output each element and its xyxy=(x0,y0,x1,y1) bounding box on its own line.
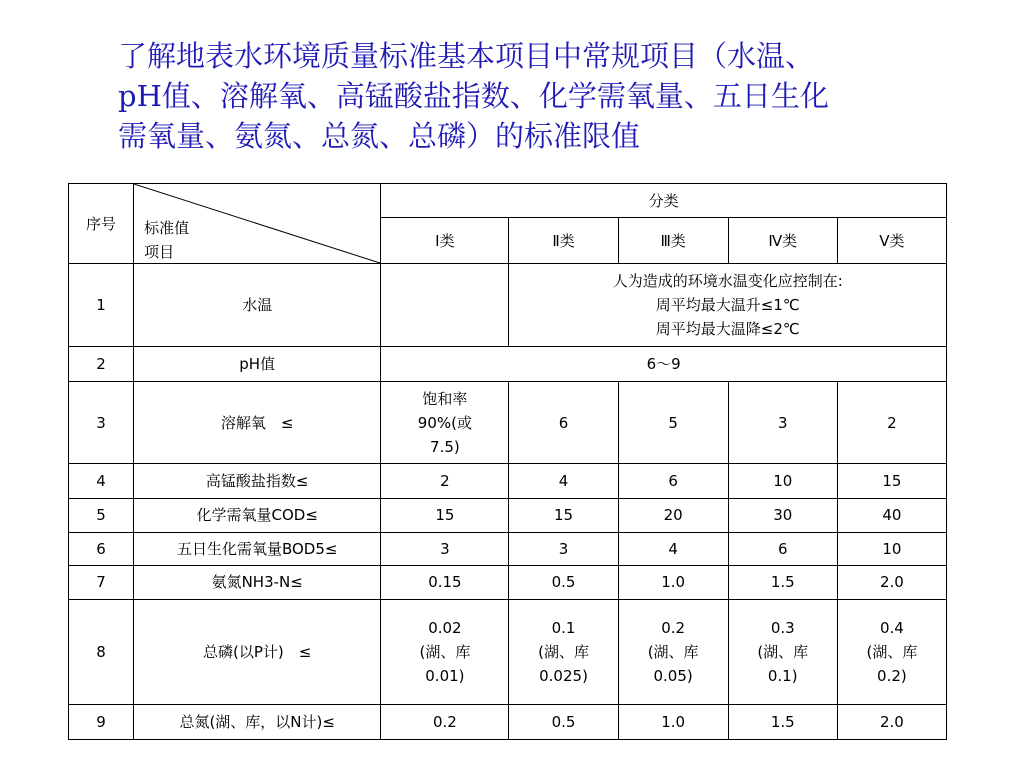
cell-line: 0.2) xyxy=(877,666,907,685)
header-class-3: Ⅲ类 xyxy=(618,218,728,264)
row-cell-class-1: 0.15 xyxy=(381,565,509,599)
row-item: 五日生化需氧量BOD5≤ xyxy=(134,532,381,565)
standards-table xyxy=(68,183,947,740)
row-seq: 4 xyxy=(69,464,134,498)
row-cell-class-4: 10 xyxy=(728,464,837,498)
header-seq: 序号 xyxy=(69,184,134,264)
row-cell-class-4: 3 xyxy=(728,382,837,464)
row-cell-class-1: 15 xyxy=(381,498,509,532)
header-class-2: Ⅱ类 xyxy=(509,218,618,264)
row-cell-class-1: 0.2 xyxy=(381,704,509,739)
table-row-8 xyxy=(69,599,947,704)
table-row-5 xyxy=(69,498,947,532)
table-row-2 xyxy=(69,347,947,382)
table-row-7 xyxy=(69,565,947,599)
row-item: 水温 xyxy=(134,264,381,347)
row-cell-class-1 xyxy=(381,599,509,704)
row-cell-class-3 xyxy=(618,599,728,704)
header-class-5: Ⅴ类 xyxy=(837,218,946,264)
cell-line: (湖、库 xyxy=(866,642,918,661)
row-cell-class-4: 1.5 xyxy=(728,565,837,599)
row-cell-class-3: 1.0 xyxy=(618,704,728,739)
cell-line: 饱和率 xyxy=(422,389,468,408)
ph-range: 6～9 xyxy=(381,347,947,382)
cell-line: (湖、库 xyxy=(538,642,589,661)
row-item: 高锰酸盐指数≤ xyxy=(134,464,381,498)
cell-line: (湖、库 xyxy=(419,642,471,661)
row-item: pH值 xyxy=(134,347,381,382)
header-diagonal-cell xyxy=(134,184,381,264)
row-cell-class-3: 5 xyxy=(618,382,728,464)
header-row-category xyxy=(69,184,947,218)
row-cell-class-2: 15 xyxy=(509,498,618,532)
row-item: 氨氮NH3-N≤ xyxy=(134,565,381,599)
slide-title xyxy=(118,36,958,156)
cell-line: (湖、库 xyxy=(757,642,809,661)
row-cell-class-4: 30 xyxy=(728,498,837,532)
cell-line: 7.5) xyxy=(430,437,460,456)
row-cell-class-5: 2.0 xyxy=(837,565,946,599)
row-cell-empty xyxy=(381,264,509,347)
cell-line: 0.2 xyxy=(661,618,686,637)
note-line-1: 人为造成的环境水温变化应控制在: xyxy=(612,272,843,291)
row-cell-class-1: 2 xyxy=(381,464,509,498)
table-row-9 xyxy=(69,704,947,739)
row-item: 总磷(以P计) ≤ xyxy=(134,599,381,704)
row-cell-class-3: 20 xyxy=(618,498,728,532)
table-row-4 xyxy=(69,464,947,498)
row-cell-class-2: 0.5 xyxy=(509,704,618,739)
row-item: 总氮(湖、库，以N计)≤ xyxy=(134,704,381,739)
row-cell-class-2 xyxy=(509,599,618,704)
table-row-3 xyxy=(69,382,947,464)
row-cell-class-4: 1.5 xyxy=(728,704,837,739)
header-standard-value: 标准值 xyxy=(144,219,190,237)
row-seq: 6 xyxy=(69,532,134,565)
row-seq: 9 xyxy=(69,704,134,739)
row-cell-class-5: 40 xyxy=(837,498,946,532)
cell-line: (湖、库 xyxy=(647,642,699,661)
cell-line: 0.05) xyxy=(653,666,693,685)
row-item: 溶解氧 ≤ xyxy=(134,382,381,464)
row-cell-class-1 xyxy=(381,382,509,464)
row-cell-class-5: 15 xyxy=(837,464,946,498)
row-cell-class-1: 3 xyxy=(381,532,509,565)
row-cell-class-2: 6 xyxy=(509,382,618,464)
cell-line: 0.025) xyxy=(539,666,588,685)
row-cell-class-5: 10 xyxy=(837,532,946,565)
row-seq: 2 xyxy=(69,347,134,382)
cell-line: 0.3 xyxy=(770,618,795,637)
row-cell-class-4 xyxy=(728,599,837,704)
row-seq: 8 xyxy=(69,599,134,704)
row-item: 化学需氧量COD≤ xyxy=(134,498,381,532)
cell-line: 0.02 xyxy=(428,618,462,637)
row-cell-class-3: 1.0 xyxy=(618,565,728,599)
header-class-1: Ⅰ类 xyxy=(381,218,509,264)
row-cell-class-5 xyxy=(837,599,946,704)
row-cell-class-2: 0.5 xyxy=(509,565,618,599)
row-cell-class-5: 2.0 xyxy=(837,704,946,739)
row-cell-class-3: 6 xyxy=(618,464,728,498)
row-seq: 5 xyxy=(69,498,134,532)
note-line-2: 周平均最大温升≤1℃ xyxy=(655,296,800,315)
row-cell-class-2: 3 xyxy=(509,532,618,565)
note-line-3: 周平均最大温降≤2℃ xyxy=(655,320,800,339)
row-cell-class-4: 6 xyxy=(728,532,837,565)
row-seq: 7 xyxy=(69,565,134,599)
row-cell-class-3: 4 xyxy=(618,532,728,565)
title-line-2: pH值、溶解氧、高锰酸盐指数、化学需氧量、五日生化 xyxy=(118,79,829,113)
cell-line: 90%(或 xyxy=(417,413,472,432)
title-line-3: 需氧量、氨氮、总氮、总磷）的标准限值 xyxy=(118,119,641,153)
cell-line: 0.1) xyxy=(767,666,798,685)
row-cell-class-2: 4 xyxy=(509,464,618,498)
header-class-4: Ⅳ类 xyxy=(728,218,837,264)
table-row-6 xyxy=(69,532,947,565)
title-line-1: 了解地表水环境质量标准基本项目中常规项目（水温、 xyxy=(118,39,815,73)
row-cell-class-5: 2 xyxy=(837,382,946,464)
header-category: 分类 xyxy=(381,184,947,218)
table-row-1 xyxy=(69,264,947,347)
diagonal-labels xyxy=(144,216,189,264)
row-seq: 1 xyxy=(69,264,134,347)
cell-line: 0.4 xyxy=(879,618,904,637)
water-temp-note xyxy=(509,264,947,347)
header-item: 项目 xyxy=(144,243,175,261)
cell-line: 0.1 xyxy=(551,618,576,637)
row-seq: 3 xyxy=(69,382,134,464)
cell-line: 0.01) xyxy=(425,666,465,685)
